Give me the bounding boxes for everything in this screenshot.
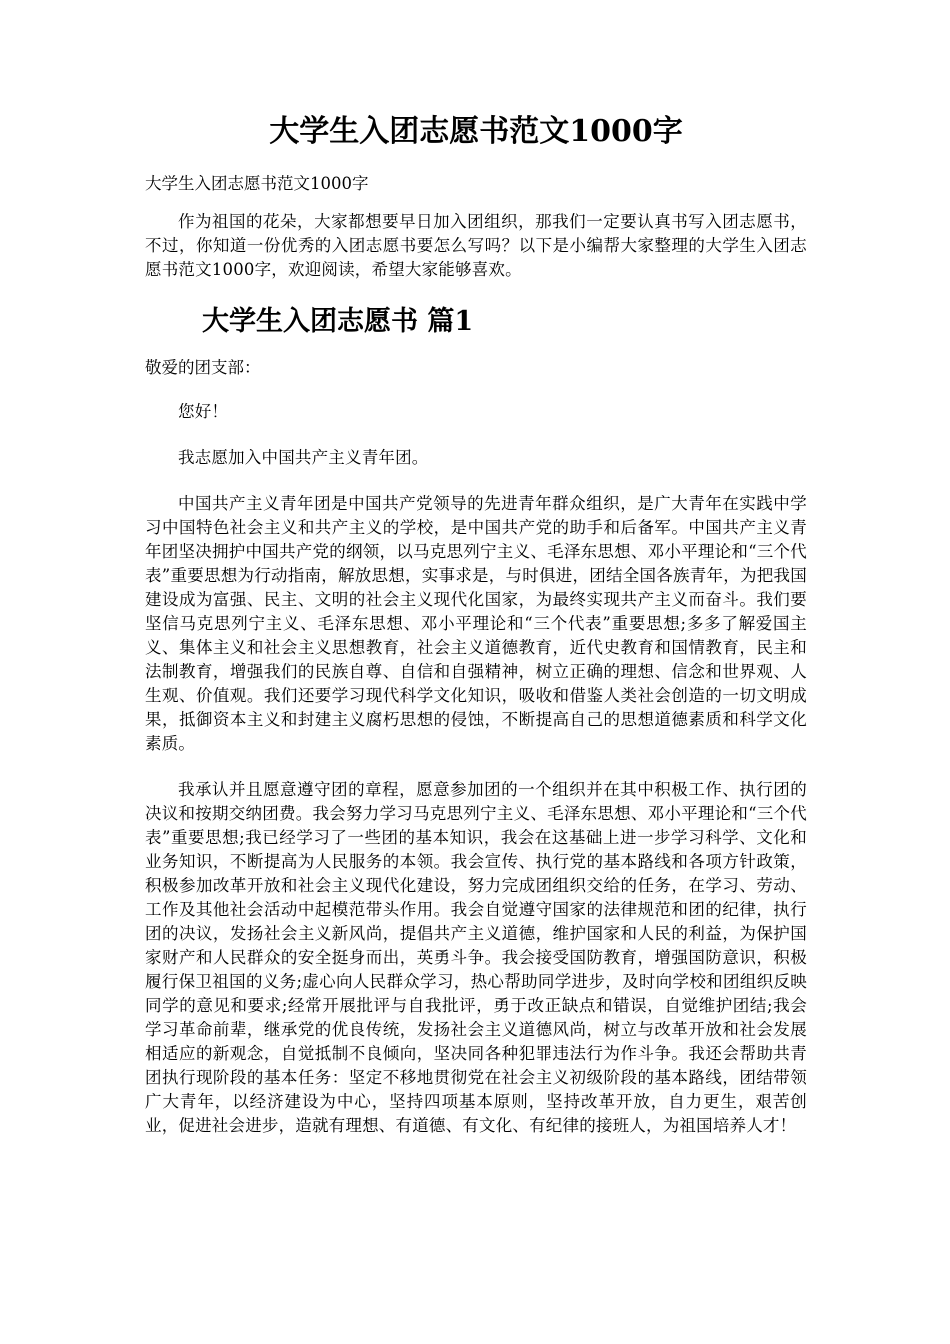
body-paragraph: 我志愿加入中国共产主义青年团。 — [178, 448, 429, 467]
salutation: 敬爱的团支部： — [145, 358, 261, 377]
document-subtitle: 大学生入团志愿书范文1000字 — [145, 174, 369, 193]
intro-paragraph: 作为祖国的花朵，大家都想要早日加入团组织，那我们一定要认真书写入团志愿书，不过，你知道一份优秀的入团志愿书要怎么写吗？以下是小编帮大家整理的大学生入团志愿书范文1000字，欢迎阅读，希望大家能够喜欢。 — [145, 212, 807, 279]
greeting: 您好！ — [178, 402, 229, 421]
section-heading: 大学生入团志愿书 篇1 — [202, 306, 474, 337]
document-title: 大学生入团志愿书范文1000字 — [269, 114, 683, 149]
body-paragraph: 我承认并且愿意遵守团的章程，愿意参加团的一个组织并在其中积极工作、执行团的决议和按期交纳团费。我会努力学习马克思列宁主义、毛泽东思想、邓小平理论和“三个代表”重要思想;我已经学习了一些团的基本知识，我会在这基础上进一步学习科学、文化和业务知识，不断提高为人民服务的本领。我会宣传、执行党的基本路线和各项方针政策，积极参加改革开放和社会主义现代化建设，努力完成团组织交给的任务，在学习、劳动、工作及其他社会活动中起模范带头作用。我会自觉遵守国家的法律规范和团的纪律，执行团的决议，发扬社会主义新风尚，提倡共产主义道德，维护国家和人民的利益，为保护国家财产和人民群众的安全挺身而出，英勇斗争。我会接受国防教育，增强国防意识，积极履行保卫祖国的义务;虚心向人民群众学习，热心帮助同学进步，及时向学校和团组织反映同学的意见和要求;经常开展批评与自我批评，勇于改正缺点和错误，自觉维护团结;我会学习革命前辈，继承党的优良传统，发扬社会主义道德风尚，树立与改革开放和社会发展相适应的新观念，自觉抵制不良倾向，坚决同各种犯罪违法行为作斗争。我还会帮助共青团执行现阶段的基本任务：坚定不移地贯彻党在社会主义初级阶段的基本路线，团结带领广大青年，以经济建设为中心，坚持四项基本原则，坚持改革开放，自力更生，艰苦创业，促进社会进步，造就有理想、有道德、有文化、有纪律的接班人，为祖国培养人才！ — [145, 780, 807, 1135]
body-paragraph: 中国共产主义青年团是中国共产党领导的先进青年群众组织，是广大青年在实践中学习中国特色社会主义和共产主义的学校，是中国共产党的助手和后备军。中国共产主义青年团坚决拥护中国共产党的纲领，以马克思列宁主义、毛泽东思想、邓小平理论和“三个代表”重要思想为行动指南，解放思想，实事求是，与时俱进，团结全国各族青年，为把我国建设成为富强、民主、文明的社会主义现代化国家，为最终实现共产主义而奋斗。我们要坚信马克思列宁主义、毛泽东思想、邓小平理论和“三个代表”重要思想;多多了解爱国主义、集体主义和社会主义思想教育，社会主义道德教育，近代史教育和国情教育，民主和法制教育，增强我们的民族自尊、自信和自强精神，树立正确的理想、信念和世界观、人生观、价值观。我们还要学习现代科学文化知识，吸收和借鉴人类社会创造的一切文明成果，抵御资本主义和封建主义腐朽思想的侵蚀，不断提高自己的思想道德素质和科学文化素质。 — [145, 494, 807, 753]
